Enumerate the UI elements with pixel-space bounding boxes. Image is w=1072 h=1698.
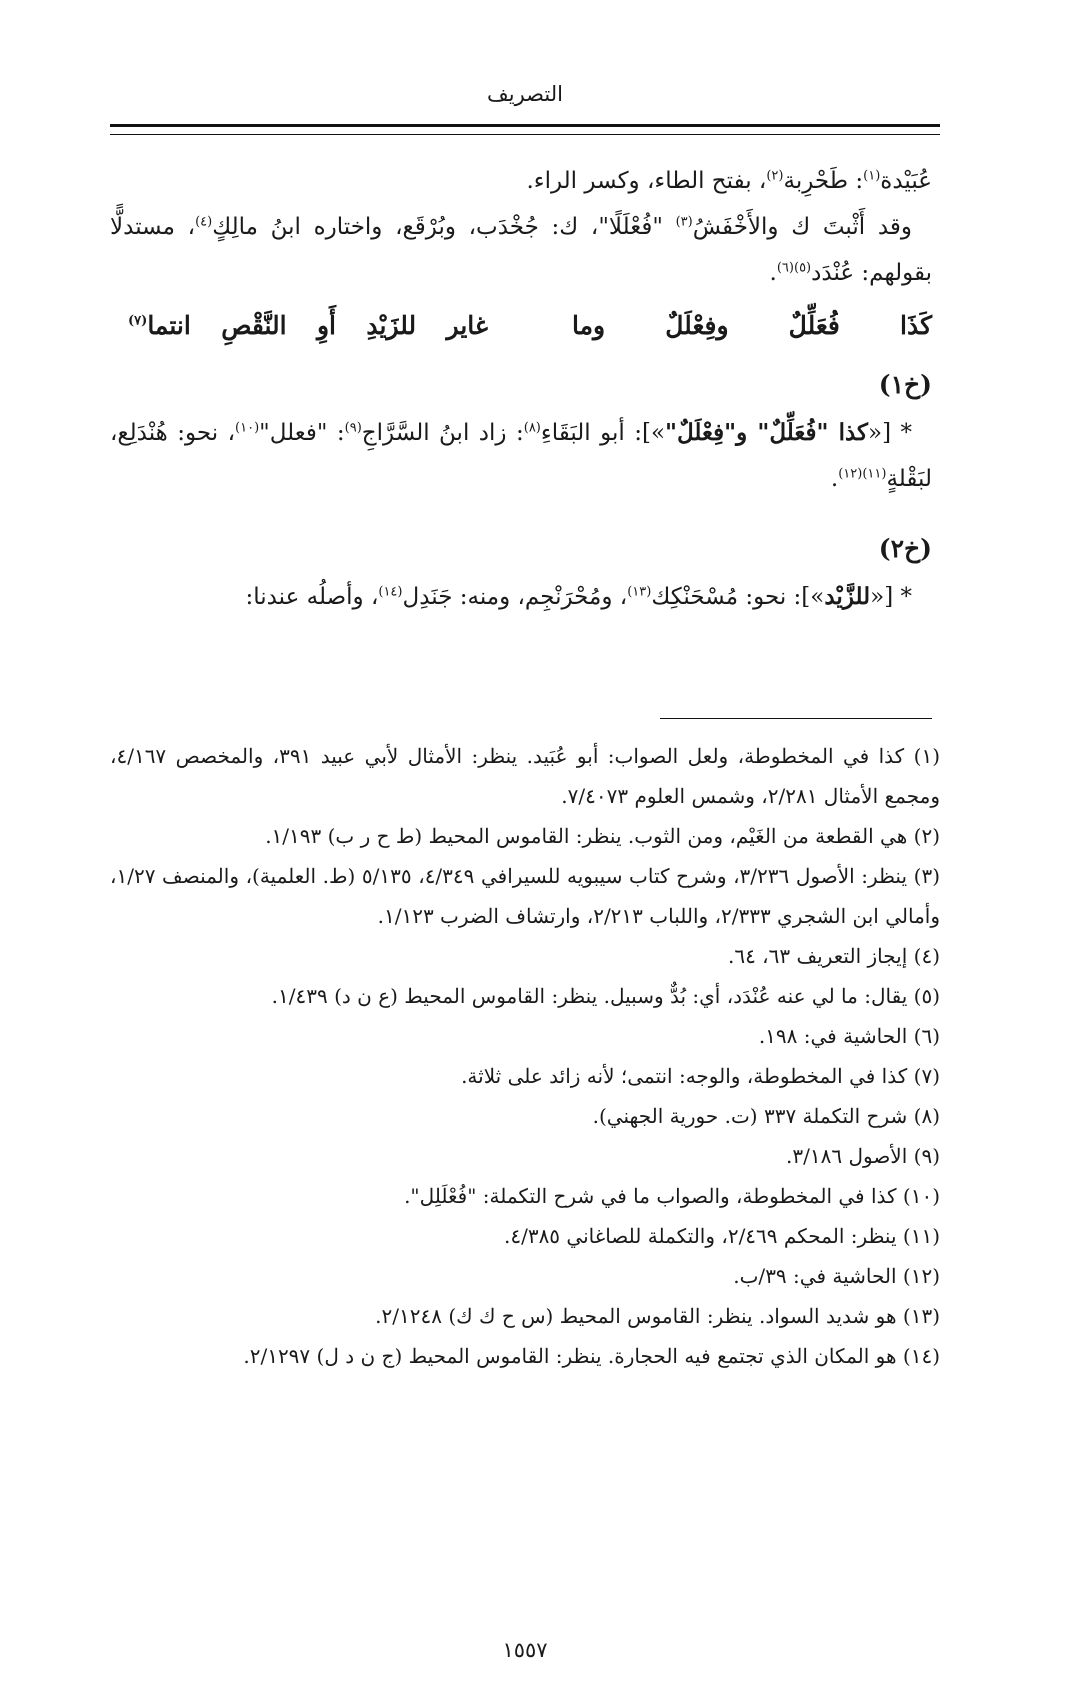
footnote-marker: (٥) [793,260,812,276]
footnote-marker: (١٣) [627,584,652,600]
page-number: ١٥٥٧ [502,1638,548,1662]
footnote-marker: (٧) [128,313,148,329]
footnote-item: (١٤) هو المكان الذي تجتمع فيه الحجارة. ينظر: القاموس المحيط (ج ن د ل) ٢/١٢٩٧. [243,1344,940,1368]
footnote-marker: (٤) [195,214,213,230]
footnote-item: (١١) ينظر: المحكم ٢/٤٦٩، والتكملة للصاغاني ٤/٣٨٥. [503,1224,940,1248]
footnote-marker: (١٢) [838,466,863,482]
header-rule-thick [110,124,940,127]
footnote-item: (٥) يقال: ما لي عنه عُنْدَد، أي: بُدٌّ وسبيل. ينظر: القاموس المحيط (ع ن د) ١/٤٣٩. [271,984,940,1008]
footnote-item: (٤) إيجاز التعريف ٦٣، ٦٤. [727,944,940,968]
main-text [110,158,932,620]
verse-word: فُعَلِّلٌ [788,311,840,340]
footnote-item: (٨) شرح التكملة ٣٣٧ (ت. حورية الجهني). [592,1104,940,1128]
header-rule-thin [110,134,940,135]
footnote-marker: (١) [863,168,881,184]
footnote-item: (١) كذا في المخطوطة، ولعل الصواب: أبو عُبَيد. ينظر: الأمثال لأبي عبيد ٣٩١، والمخصص ٤/١٦٧، ومجمع الأمثال ٢/٢٨١، وشمس العلوم ٧/٤٠٧٣. [110,744,940,808]
footnote-item: (١٢) الحاشية في: ٣٩/ب. [733,1264,940,1288]
footnote-item: (١٠) كذا في المخطوطة، والصواب ما في شرح التكملة: "فُعْلَلِل". [404,1184,940,1208]
paragraph-2: وقد أَثْبتَ ك والأَخْفَشُ$^{(٣)}$ "فُعْلَلًا"، ك: جُخْدَب، وبُرْقَع، واختاره ابنُ مالِكٍ$^{(٤)}$، مستدلًّا بقولهم: عُنْدَد$^{(٥)(٦)}$. [110,214,932,286]
footnote-marker: (٢) [766,168,784,184]
verse-word: غاير [446,311,488,340]
verse-second-hemistich [128,296,488,356]
footnotes [110,736,940,1376]
footnote-marker: (٩) [344,420,362,436]
gloss-paragraph-1: * [«كذا "فُعَلِّلٌ" و"فِعْلَلٌ"»]: أبو البَقَاءِ$^{(٨)}$: زاد ابنُ السَّرَّاجِ$^{(٩)}$: "فعلل"$^{(١٠)}$، نحو: هُنْدَلِع، لبَقْلةٍ$^{(١١)(١٢)}$. [110,419,932,492]
footnote-separator [660,718,932,719]
footnote-item: (٢) هي القطعة من الغَيْم، ومن الثوب. ينظر: القاموس المحيط (ط ح ر ب) ١/١٩٣. [265,824,940,848]
running-header: التصريف [487,82,563,106]
verse-word: كَذَا [900,311,932,340]
poetry-verse [110,296,932,356]
footnote-marker: (٣) [675,214,693,230]
footnote-marker: (١١) [862,466,887,482]
paragraph-1: عُبَيْدة$^{(١)}$: طَحْرِبة$^{(٢)}$، بفتح الطاء، وكسر الراء. [526,168,932,194]
footnote-item: (٩) الأصول ٣/١٨٦. [786,1144,940,1168]
verse-word: النَّقْصِ [221,311,287,340]
gloss-lemma: كذا "فُعَلِّلٌ" و"فِعْلَلٌ" [665,419,869,446]
gloss-lemma: للزَّيْد [824,583,871,610]
verse-word: وما [572,311,606,340]
footnote-item: (١٣) هو شديد السواد. ينظر: القاموس المحيط (س ح ك ك) ٢/١٢٤٨. [375,1304,940,1328]
footnote-item: (٣) ينظر: الأصول ٣/٢٣٦، وشرح كتاب سيبويه للسيرافي ٤/٣٤٩، ٥/١٣٥ (ط. العلمية)، والمنصف ١/٢٧، وأمالي ابن الشجري ٢/٣٣٣، واللباب ٢/٢١٣، وارتشاف الضرب ١/١٢٣. [110,864,940,928]
footnote-marker: (١٠) [235,420,260,436]
verse-word: للزَيْدِ [366,311,417,340]
footnote-marker: (٦) [776,260,794,276]
gloss-label-2: (خ٢) [878,534,932,563]
gloss-paragraph-2: * [«للزَّيْد»]: نحو: مُسْحَنْكِك$^{(١٣)}$، ومُحْرَنْجِم، ومنه: جَنَدِل$^{(١٤)}$، وأصلُه عندنا: [245,583,912,610]
verse-word: انتما$^{(٧)}$ [128,311,191,340]
footnote-marker: (١٤) [378,584,403,600]
verse-word: أَوِ [316,311,337,340]
footnote-item: (٧) كذا في المخطوطة، والوجه: انتمى؛ لأنه زائد على ثلاثة. [461,1064,940,1088]
gloss-label-1: (خ١) [878,370,932,399]
footnote-item: (٦) الحاشية في: ١٩٨. [758,1024,940,1048]
verse-first-hemistich [572,296,932,356]
verse-word: وفِعْلَلٌ [665,311,729,340]
footnote-marker: (٨) [523,420,541,436]
